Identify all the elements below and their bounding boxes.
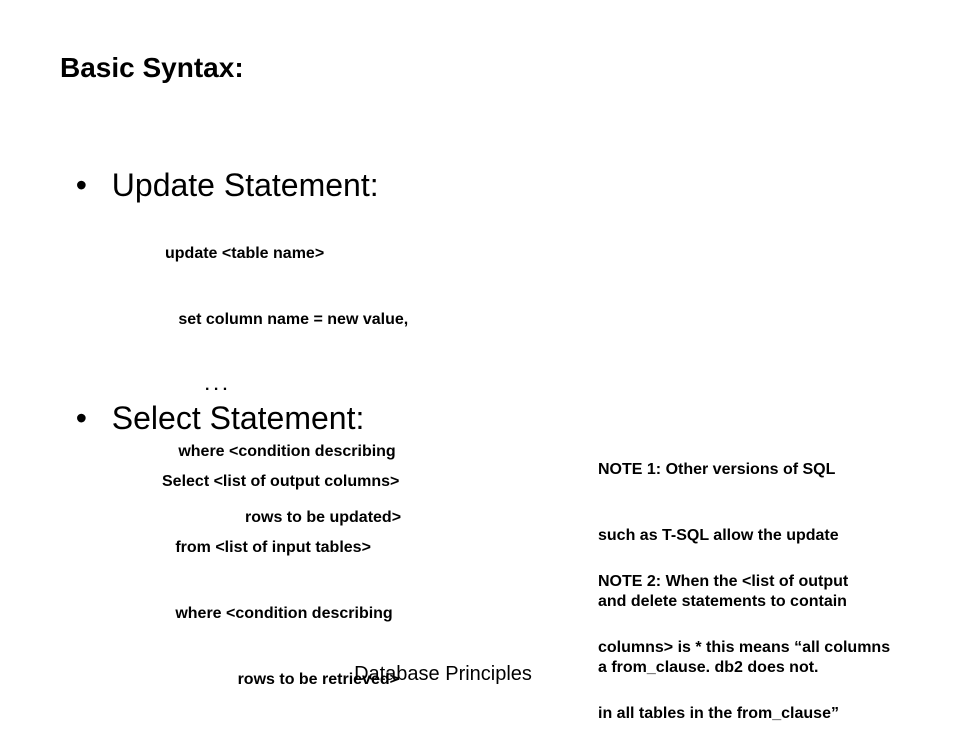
select-syntax-line: rows to be retrieved> bbox=[162, 671, 399, 688]
bullet-icon: • bbox=[75, 400, 87, 436]
update-statement-heading: Update Statement: bbox=[111, 167, 379, 203]
slide-footer: Database Principles bbox=[354, 663, 532, 685]
note-2-line: columns> is * this means “all columns bbox=[598, 639, 891, 656]
update-syntax-line: where <condition describing bbox=[165, 443, 396, 460]
update-syntax-line: rows to be updated> bbox=[165, 509, 402, 526]
note-2-line: in all tables in the from_clause” bbox=[598, 705, 839, 722]
note-1-line: NOTE 1: Other versions of SQL bbox=[598, 461, 836, 478]
update-syntax-line: . . . bbox=[165, 377, 228, 394]
select-statement-bullet bbox=[58, 358, 364, 438]
bullet-icon: • bbox=[75, 167, 87, 203]
note-1-line: a from_clause. db2 does not. bbox=[598, 659, 819, 676]
update-syntax-line: set column name = new value, bbox=[165, 311, 409, 328]
update-syntax-line: update <table name> bbox=[165, 245, 325, 262]
slide-title: Basic Syntax: bbox=[60, 52, 244, 83]
select-syntax-line: where <condition describing bbox=[162, 605, 393, 622]
select-syntax-line: from <list of input tables> bbox=[162, 539, 371, 556]
note-1-line: such as T-SQL allow the update bbox=[598, 527, 839, 544]
update-statement-bullet bbox=[58, 125, 379, 205]
note-2-line: NOTE 2: When the <list of output bbox=[598, 573, 849, 590]
note-2 bbox=[598, 527, 890, 747]
note-1-line: and delete statements to contain bbox=[598, 593, 847, 610]
select-syntax-line: Select <list of output columns> bbox=[162, 473, 400, 490]
select-statement-heading: Select Statement: bbox=[111, 400, 365, 436]
